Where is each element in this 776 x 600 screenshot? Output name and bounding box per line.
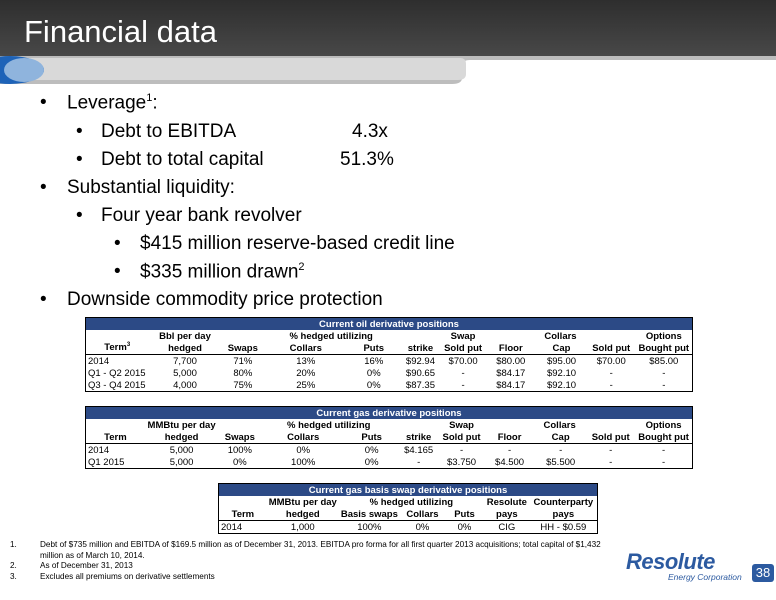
table-cell: $80.00 [496,355,526,367]
table-row [86,379,693,392]
basis-header-resolute: Resolute [486,496,527,508]
gas-col-term: Term [86,431,145,444]
bullet-dot: • [40,289,47,310]
basis-col-hedged: hedged [267,508,339,521]
header-swoosh [0,56,776,86]
footnote-2 [10,561,620,572]
table-cell: 5,000 [169,456,194,468]
basis-col-term: Term [219,508,267,521]
table-cell: - [461,367,465,379]
table-cell: 71% [233,355,253,367]
table-row [86,444,693,457]
oil-header-collars: Collars [544,330,577,342]
table-cell: $92.10 [546,367,577,379]
oil-col-swaps: Swaps [222,342,265,355]
slide-title: Financial data [24,14,218,49]
credit-line-text: $415 million reserve-based credit line [140,233,455,254]
gas-header-mmbtu: MMBtu per day [147,419,216,431]
table-cell: $3.750 [447,456,477,468]
basis-col-counterparty-pays: pays [530,508,598,521]
footnote-text: As of December 31, 2013 [40,561,133,570]
footnote-3 [10,572,620,583]
table-cell: $4.500 [495,456,525,468]
debt-capital-label: Debt to total capital [101,149,264,170]
table-cell: $87.35 [405,379,435,391]
table-cell: 0% [457,521,472,533]
gas-col-options-sold-put: Sold put [586,431,635,444]
basis-col-basis-swaps: Basis swaps [340,508,398,520]
gas-header-collars: Collars [543,419,576,431]
table-cell: 1,000 [290,521,315,533]
gas-col-swaps: Swaps [218,431,261,444]
debt-ebitda-label: Debt to EBITDA [101,121,237,142]
basis-header-hedged: % hedged utilizing [369,496,454,508]
table-cell: $70.00 [596,355,626,367]
table-cell: Q1 - Q2 2015 [88,367,146,379]
table-cell: - [609,379,613,391]
basis-swap-table [218,483,598,534]
table-cell: Q3 - Q4 2015 [88,379,146,391]
table-cell: $5.500 [546,456,576,468]
table-cell: $84.17 [496,379,526,391]
table-cell: 5,000 [169,444,194,456]
gas-col-bought-put: Bought put [635,431,692,444]
title-bar [0,0,776,60]
leverage-colon: : [152,92,158,114]
leverage-text: Leverage [67,92,147,114]
table-cell: - [662,367,666,379]
bullet-dot: • [76,149,83,170]
liquidity-text: Substantial liquidity: [67,177,235,198]
debt-ebitda-value: 4.3x [352,121,388,142]
basis-header-counterparty: Counterparty [533,496,594,508]
table-cell: 0% [364,444,379,456]
table-cell: 100% [227,444,253,456]
oil-col-term: Term$^3$ [86,342,149,355]
gas-col-collars: Collars [261,431,345,444]
table-cell: 75% [233,379,253,391]
table-cell: - [662,444,666,456]
drawn-text: $335 million drawn [140,261,299,283]
bullet-dot: • [114,261,121,282]
basis-table-title: Current gas basis swap derivative positions [219,484,598,497]
gas-header-options: Options [645,419,682,431]
oil-col-options-sold-put: Sold put [587,342,636,355]
footnote-text: Excludes all premiums on derivative settlements [40,571,215,581]
table-cell: 0% [366,367,381,379]
table-cell: $85.00 [649,355,679,367]
footnote-text: Debt of $735 million and EBITDA of $169.5 million as of December 31, 2013. EBITDA pro forma for all first quarter 2013 acquisitions; total capital of $1,432 million as of March 10, 2014. [40,540,601,560]
bullet-dot: • [76,205,83,226]
revolver-text: Four year bank revolver [101,205,302,226]
table-cell: - [609,456,613,468]
table-cell: 0% [364,456,379,468]
table-cell: - [662,456,666,468]
table-cell: - [662,379,666,391]
table-cell: CIG [498,521,516,533]
gas-col-puts: Puts [345,431,398,444]
company-logo [626,549,742,582]
oil-header-swap: Swap [450,330,476,342]
table-cell: $4.165 [404,444,434,456]
table-cell: 0% [415,521,430,533]
table-cell: $90.65 [405,367,435,379]
gas-header-swap: Swap [449,419,474,431]
table-cell: 7,700 [173,355,197,367]
table-cell: - [559,444,563,456]
table-cell: 0% [232,456,247,468]
footnote-number: 3. [10,571,17,581]
table-cell: 80% [233,367,253,379]
basis-col-collars: Collars [400,508,445,521]
table-cell: 2014 [88,444,110,456]
table-cell: - [507,444,512,456]
oil-derivative-table [85,317,693,392]
table-cell: - [417,456,421,468]
oil-col-sold-put: Sold put [441,342,486,355]
table-row [86,355,693,368]
table-cell: 13% [296,355,316,367]
footnote-1 [10,540,620,561]
table-cell: 4,000 [173,379,197,391]
oil-col-collars: Collars [264,342,347,355]
bullet-dot: • [76,121,83,142]
oil-col-cap: Cap [536,342,587,355]
gas-col-floor: Floor [484,431,535,444]
table-cell: - [609,444,613,456]
table-cell: 16% [364,355,384,367]
table-cell: $92.94 [405,355,435,367]
footnotes [10,540,620,582]
basis-col-puts: Puts [445,508,484,521]
logo-subtitle: Energy Corporation [668,572,742,582]
table-cell: - [609,367,613,379]
gas-table-title: Current gas derivative positions [86,407,693,420]
footnote-number: 2. [10,561,17,570]
bullet-dot: • [40,92,47,113]
oil-col-puts: Puts [347,342,400,355]
table-row [86,456,693,469]
table-cell: 20% [296,367,316,379]
oil-table-title: Current oil derivative positions [86,318,693,331]
gas-header-hedged: % hedged utilizing [287,419,371,431]
debt-capital-value: 51.3% [340,149,394,170]
leverage-footnote-ref: 1 [146,92,153,104]
table-cell: 0% [296,444,311,456]
table-cell: $92.10 [546,379,577,391]
gas-col-cap: Cap [535,431,586,444]
table-cell: $95.00 [546,355,577,367]
oil-col-hedged: hedged [148,342,221,355]
downside-text: Downside commodity price protection [67,289,383,310]
table-cell: 0% [366,379,381,391]
gas-col-sold-put: Sold put [439,431,484,444]
table-row [219,521,598,534]
gas-col-hedged: hedged [145,431,219,444]
page-number: 38 [752,564,774,582]
oil-col-bought-put: Bought put [636,342,693,355]
table-cell: - [461,379,465,391]
gas-derivative-table [85,406,693,469]
table-cell: Q1 2015 [88,456,125,468]
logo-name: Resolute [626,549,715,574]
table-cell: HH - $0.59 [540,521,587,533]
table-row [86,367,693,379]
oil-header-hedged: % hedged utilizing [289,330,373,342]
bullet-dot: • [114,233,121,254]
table-cell: $84.17 [496,367,526,379]
table-cell: 100% [291,456,316,468]
bullet-dot: • [40,177,47,198]
table-cell: 25% [296,379,316,391]
basis-col-resolute-pays: pays [484,508,530,521]
basis-header-mmbtu: MMBtu per day [268,496,337,508]
table-cell: 2014 [88,355,110,367]
oil-col-floor: Floor [485,342,536,355]
oil-header-bbl: Bbl per day [159,330,211,342]
table-cell: - [459,444,464,456]
drawn-footnote-ref: 2 [298,261,305,273]
table-cell: 2014 [221,521,243,533]
table-cell: 100% [357,521,382,533]
table-cell: 5,000 [173,367,197,379]
table-cell: $70.00 [448,355,478,367]
oil-col-strike: strike [400,342,441,355]
footnote-number: 1. [10,540,17,549]
oil-header-options: Options [645,330,682,342]
gas-col-strike: strike [398,431,439,444]
